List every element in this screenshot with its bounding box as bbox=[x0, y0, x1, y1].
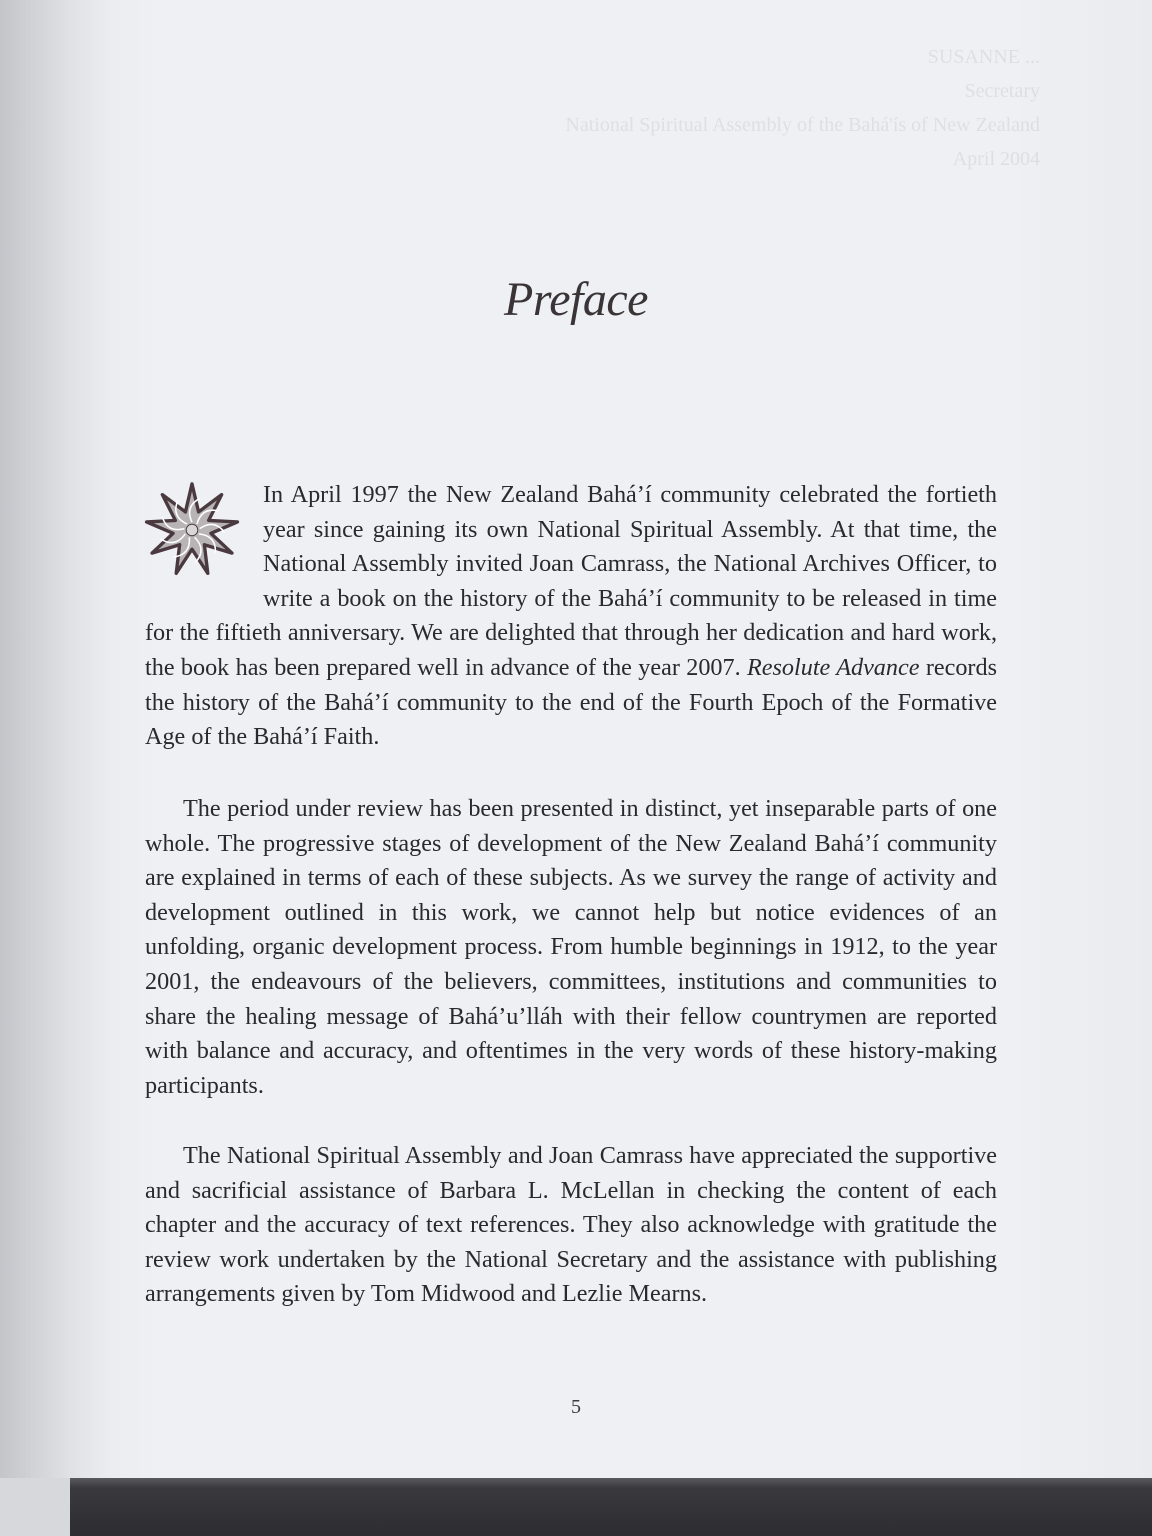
page-number: 5 bbox=[571, 1396, 581, 1418]
bleed-line: Secretary bbox=[964, 80, 1040, 102]
show-through-text bbox=[320, 40, 1040, 176]
page-left-edge bbox=[0, 1478, 70, 1536]
paragraph-1 bbox=[145, 478, 997, 755]
paragraph-2: The period under review has been presented in distinct, yet inseparable parts of one whole. The progressive stages of development of the New Zealand Bahá’í community are explained in terms of each of these subjects. As we survey the range of activity and development outlined in this work, we cannot help but notice evidences of an unfolding, organic development process. From humble beginnings in 1912, to the year 2001, the endeavours of the believers, committees, institutions and communities to share the healing message of Bahá’u’lláh with their fellow countrymen are reported with balance and accuracy, and oftentimes in the very words of these history-making participants. bbox=[145, 795, 997, 1099]
ornament-space bbox=[145, 478, 263, 582]
page-title: Preface bbox=[504, 273, 648, 326]
paragraph-3: The National Spiritual Assembly and Joan Camrass have appreciated the supportive and sacrificial assistance of Barbara L. McLellan in checking the content of each chapter and the accuracy of text references. They also acknowledge with gratitude the review work undertaken by the National Secretary and the assistance with publishing arrangements given by Tom Midwood and Lezlie Mearns. bbox=[145, 1142, 997, 1308]
paragraph-1-text: In April 1997 the New Zealand Bahá’í community celebrated the fortieth year since gaining its own National Spiritual Assembly. At that time, the National Assembly invited Joan Camrass, the National Archives Officer, to write a book on the history of the Bahá’í community to be released in time for the fiftieth anniversary. We are delighted that through her dedication and hard work, the book has been prepared well in advance of the year 2007. bbox=[145, 481, 997, 681]
gutter-shadow bbox=[0, 0, 110, 1480]
paragraph-1-text-end: records the history of the Bahá’í community to the end of the Fourth Epoch of the Formative Age of the Bahá’í Faith. bbox=[145, 653, 997, 751]
bleed-line: National Spiritual Assembly of the Bahá'ís of New Zealand bbox=[565, 114, 1040, 136]
page-bottom-edge bbox=[40, 1478, 1152, 1536]
book-title-italic: Resolute Advance bbox=[747, 653, 920, 681]
bleed-line: SUSANNE ... bbox=[927, 46, 1040, 68]
bleed-line: April 2004 bbox=[952, 148, 1040, 170]
